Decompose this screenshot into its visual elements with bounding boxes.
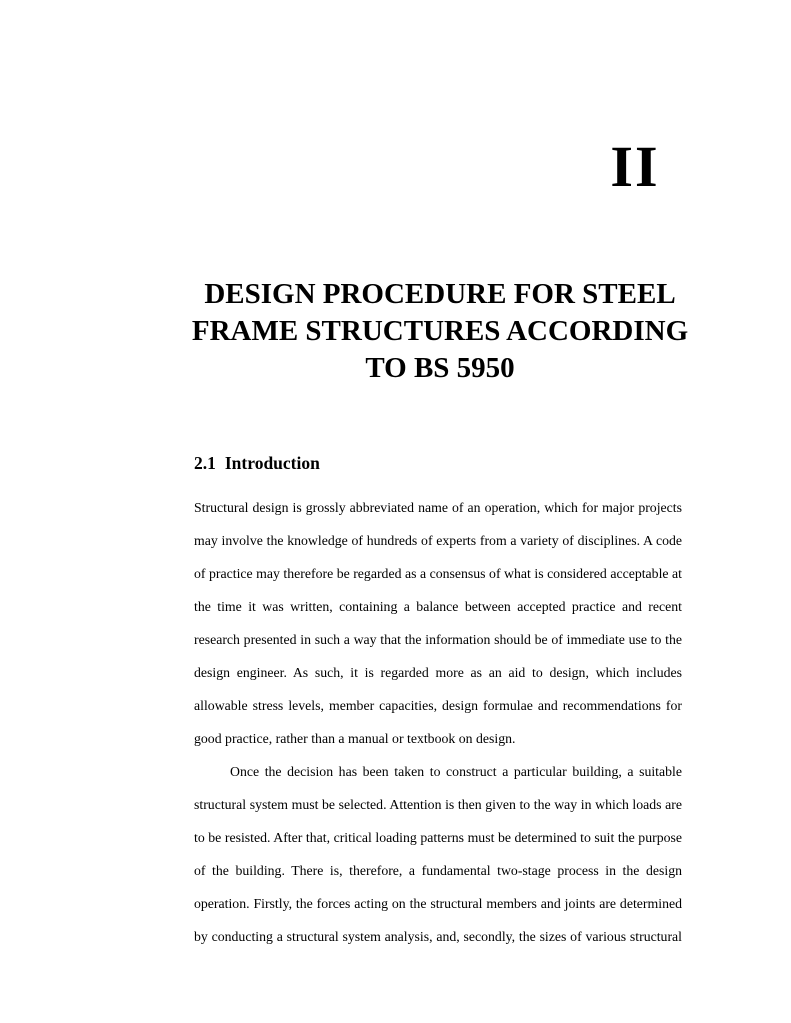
text-line: design engineer. As such, it is regarded more as an aid to design, which includes: [194, 665, 682, 680]
text-line: the time it was written, containing a balance between accepted practice and recent: [194, 599, 682, 614]
section-heading: [194, 452, 320, 474]
text-line: Once the decision has been taken to construct a particular building, a suitable: [230, 764, 682, 779]
chapter-title-line: DESIGN PROCEDURE FOR STEEL: [204, 278, 676, 310]
text-line: to be resisted. After that, critical loading patterns must be determined to suit the purpose: [194, 830, 682, 845]
text-line: good practice, rather than a manual or textbook on design.: [194, 731, 516, 746]
chapter-title-line: TO BS 5950: [365, 352, 515, 384]
chapter-number: II: [610, 134, 660, 199]
chapter-title: [160, 276, 720, 387]
section-number: 2.1: [194, 453, 216, 473]
section-title: Introduction: [224, 453, 320, 473]
paragraph-1: [194, 498, 682, 762]
text-line: allowable stress levels, member capacities, design formulae and recommendations for: [194, 698, 682, 713]
text-line: of practice may therefore be regarded as a consensus of what is considered acceptable at: [194, 566, 682, 581]
text-line: structural system must be selected. Attention is then given to the way in which loads are: [194, 797, 682, 812]
text-line: Structural design is grossly abbreviated name of an operation, which for major projects: [194, 500, 682, 515]
text-line: by conducting a structural system analysis, and, secondly, the sizes of various structural: [194, 929, 682, 944]
text-line: of the building. There is, therefore, a fundamental two-stage process in the design: [194, 863, 682, 878]
chapter-title-line: FRAME STRUCTURES ACCORDING: [191, 315, 689, 347]
paragraph-2: [194, 762, 682, 960]
text-line: research presented in such a way that the information should be of immediate use to the: [194, 632, 682, 647]
text-line: may involve the knowledge of hundreds of experts from a variety of disciplines. A code: [194, 533, 682, 548]
text-line: operation. Firstly, the forces acting on the structural members and joints are determined: [194, 896, 682, 911]
body-text: [194, 498, 682, 960]
